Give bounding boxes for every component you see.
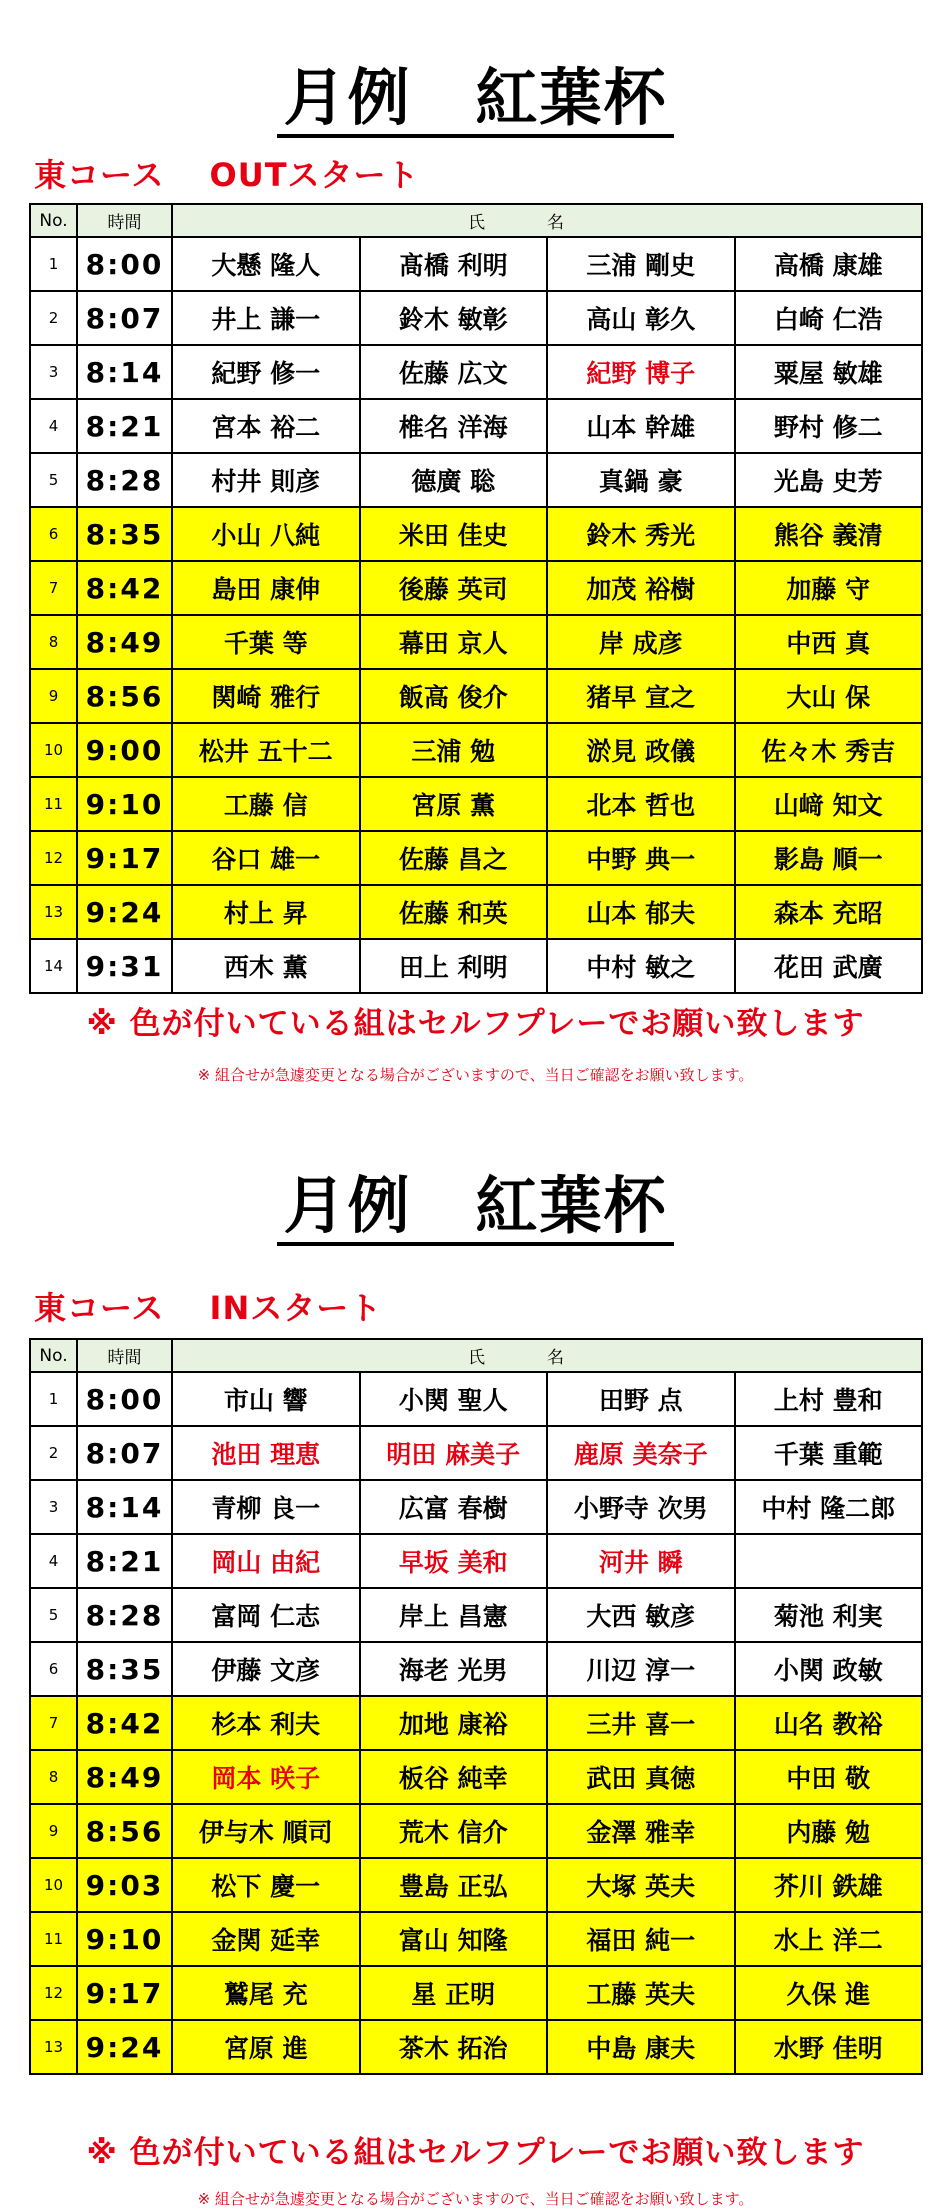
player-name: 紀野 修一 <box>172 345 360 399</box>
header-time: 時間 <box>77 204 172 237</box>
player-name: 川辺 淳一 <box>547 1642 735 1696</box>
player-name: 山本 郁夫 <box>547 885 735 939</box>
player-name: 後藤 英司 <box>360 561 548 615</box>
player-name: 伊藤 文彦 <box>172 1642 360 1696</box>
table-row <box>30 2020 922 2074</box>
tee-time: 8:49 <box>77 1750 172 1804</box>
player-name: 三浦 剛史 <box>547 237 735 291</box>
player-name: 内藤 勉 <box>735 1804 923 1858</box>
player-name: 千葉 重範 <box>735 1426 923 1480</box>
player-name: 村上 昇 <box>172 885 360 939</box>
change-notice: ※ 組合せが急遽変更となる場合がございますので、当日ご確認をお願い致します。 <box>197 2190 754 2208</box>
player-name: 西木 薫 <box>172 939 360 993</box>
player-name: 金関 延幸 <box>172 1912 360 1966</box>
table-row <box>30 1426 922 1480</box>
player-name: 鈴木 敏彰 <box>360 291 548 345</box>
group-number: 5 <box>30 453 77 507</box>
tee-time: 8:21 <box>77 1534 172 1588</box>
table-row <box>30 1588 922 1642</box>
table-body <box>30 1372 922 2074</box>
group-number: 3 <box>30 1480 77 1534</box>
player-name: 田上 利明 <box>360 939 548 993</box>
player-name: 武田 真徳 <box>547 1750 735 1804</box>
player-name: 茶木 拓治 <box>360 2020 548 2074</box>
tee-time: 8:21 <box>77 399 172 453</box>
player-name: 久保 進 <box>735 1966 923 2020</box>
player-name: 花田 武廣 <box>735 939 923 993</box>
player-name: 広富 春樹 <box>360 1480 548 1534</box>
player-name: 猪早 宣之 <box>547 669 735 723</box>
header-name: 氏名 <box>172 204 922 237</box>
tee-time: 8:07 <box>77 291 172 345</box>
table-row <box>30 1480 922 1534</box>
player-name: 髙橋 利明 <box>360 237 548 291</box>
tee-time: 8:35 <box>77 507 172 561</box>
player-name: 岡本 咲子 <box>172 1750 360 1804</box>
player-name: 豊島 正弘 <box>360 1858 548 1912</box>
player-name: 椎名 洋海 <box>360 399 548 453</box>
group-number: 7 <box>30 561 77 615</box>
tee-time: 8:42 <box>77 561 172 615</box>
player-name: 影島 順一 <box>735 831 923 885</box>
player-name: 福田 純一 <box>547 1912 735 1966</box>
player-name: 高山 彰久 <box>547 291 735 345</box>
player-name: 加藤 守 <box>735 561 923 615</box>
title-text: 月例 紅葉杯 <box>277 1169 673 1246</box>
player-name: 工藤 英夫 <box>547 1966 735 2020</box>
player-name: 水上 洋二 <box>735 1912 923 1966</box>
player-name: 高橋 康雄 <box>735 237 923 291</box>
group-number: 11 <box>30 1912 77 1966</box>
tee-time: 9:24 <box>77 2020 172 2074</box>
tee-time: 8:42 <box>77 1696 172 1750</box>
player-name: 熊谷 義清 <box>735 507 923 561</box>
player-name: 淤見 政儀 <box>547 723 735 777</box>
tee-time: 9:17 <box>77 1966 172 2020</box>
player-name: 鹿原 美奈子 <box>547 1426 735 1480</box>
header-name: 氏名 <box>172 1339 922 1372</box>
tee-time: 9:10 <box>77 777 172 831</box>
self-play-note: ※ 色が付いている組はセルフプレーでお願い致します <box>86 1006 865 1042</box>
table-row <box>30 1804 922 1858</box>
player-name: 中西 真 <box>735 615 923 669</box>
group-number: 5 <box>30 1588 77 1642</box>
player-name: 中田 敬 <box>735 1750 923 1804</box>
player-name: 岸 成彦 <box>547 615 735 669</box>
player-name: 真鍋 豪 <box>547 453 735 507</box>
tee-time: 9:03 <box>77 1858 172 1912</box>
player-name: 荒木 信介 <box>360 1804 548 1858</box>
player-name: 加地 康裕 <box>360 1696 548 1750</box>
player-name: 富山 知隆 <box>360 1912 548 1966</box>
player-name: 伊与木 順司 <box>172 1804 360 1858</box>
table-row <box>30 1534 922 1588</box>
group-number: 4 <box>30 399 77 453</box>
player-name: 杉本 利夫 <box>172 1696 360 1750</box>
player-name: 白崎 仁浩 <box>735 291 923 345</box>
group-number: 10 <box>30 1858 77 1912</box>
tee-time: 8:28 <box>77 1588 172 1642</box>
tee-time: 8:14 <box>77 1480 172 1534</box>
tee-time: 8:00 <box>77 1372 172 1426</box>
group-number: 3 <box>30 345 77 399</box>
group-number: 7 <box>30 1696 77 1750</box>
group-number: 4 <box>30 1534 77 1588</box>
player-name: 村井 則彦 <box>172 453 360 507</box>
course-subtitle: 東コース OUTスタート <box>34 156 420 194</box>
group-number: 1 <box>30 1372 77 1426</box>
player-name: 中野 典一 <box>547 831 735 885</box>
group-number: 11 <box>30 777 77 831</box>
tee-time: 9:10 <box>77 1912 172 1966</box>
player-name: 宮本 裕二 <box>172 399 360 453</box>
player-name: 鈴木 秀光 <box>547 507 735 561</box>
player-name: 海老 光男 <box>360 1642 548 1696</box>
player-name: 星 正明 <box>360 1966 548 2020</box>
player-name: 佐藤 昌之 <box>360 831 548 885</box>
player-name: 米田 佳史 <box>360 507 548 561</box>
group-number: 2 <box>30 1426 77 1480</box>
player-name: 紀野 博子 <box>547 345 735 399</box>
player-name: 芥川 鉄雄 <box>735 1858 923 1912</box>
player-name: 水野 佳明 <box>735 2020 923 2074</box>
group-number: 9 <box>30 669 77 723</box>
player-name: 千葉 等 <box>172 615 360 669</box>
table-row <box>30 1750 922 1804</box>
group-number: 1 <box>30 237 77 291</box>
player-name: 谷口 雄一 <box>172 831 360 885</box>
player-name: 幕田 京人 <box>360 615 548 669</box>
group-number: 9 <box>30 1804 77 1858</box>
tee-time: 8:56 <box>77 669 172 723</box>
group-number: 13 <box>30 885 77 939</box>
header-no: No. <box>30 1339 77 1372</box>
table-row <box>30 1858 922 1912</box>
player-name: 早坂 美和 <box>360 1534 548 1588</box>
group-number: 14 <box>30 939 77 993</box>
player-name: 島田 康伸 <box>172 561 360 615</box>
player-name: 佐藤 和英 <box>360 885 548 939</box>
player-name: 板谷 純幸 <box>360 1750 548 1804</box>
table-row <box>30 1696 922 1750</box>
player-name: 岸上 昌憲 <box>360 1588 548 1642</box>
player-name: 佐々木 秀吉 <box>735 723 923 777</box>
section-title <box>0 1166 951 1246</box>
tee-time: 9:00 <box>77 723 172 777</box>
player-name: 工藤 信 <box>172 777 360 831</box>
group-number: 13 <box>30 2020 77 2074</box>
player-name: 北本 哲也 <box>547 777 735 831</box>
group-number: 2 <box>30 291 77 345</box>
table-row <box>30 1642 922 1696</box>
tee-time: 9:31 <box>77 939 172 993</box>
start-time-table <box>29 1338 923 2075</box>
player-name: 飯高 俊介 <box>360 669 548 723</box>
player-name: 市山 響 <box>172 1372 360 1426</box>
player-name: 山本 幹雄 <box>547 399 735 453</box>
player-name: 野村 修二 <box>735 399 923 453</box>
player-name: 松下 慶一 <box>172 1858 360 1912</box>
player-name: 富岡 仁志 <box>172 1588 360 1642</box>
tee-time: 8:28 <box>77 453 172 507</box>
player-name: 德廣 聡 <box>360 453 548 507</box>
title-text: 月例 紅葉杯 <box>277 61 673 138</box>
player-name: 粟屋 敏雄 <box>735 345 923 399</box>
player-name: 大山 保 <box>735 669 923 723</box>
group-number: 10 <box>30 723 77 777</box>
player-name: 上村 豊和 <box>735 1372 923 1426</box>
player-name <box>735 1534 923 1588</box>
player-name: 金澤 雅幸 <box>547 1804 735 1858</box>
group-number: 12 <box>30 1966 77 2020</box>
change-notice: ※ 組合せが急遽変更となる場合がございますので、当日ご確認をお願い致します。 <box>197 1066 754 1084</box>
player-name: 池田 理恵 <box>172 1426 360 1480</box>
player-name: 小関 聖人 <box>360 1372 548 1426</box>
player-name: 佐藤 広文 <box>360 345 548 399</box>
player-name: 中村 敏之 <box>547 939 735 993</box>
player-name: 関崎 雅行 <box>172 669 360 723</box>
group-number: 12 <box>30 831 77 885</box>
player-name: 加茂 裕樹 <box>547 561 735 615</box>
player-name: 三浦 勉 <box>360 723 548 777</box>
player-name: 小野寺 次男 <box>547 1480 735 1534</box>
tee-time: 8:00 <box>77 237 172 291</box>
player-name: 森本 充昭 <box>735 885 923 939</box>
player-name: 河井 瞬 <box>547 1534 735 1588</box>
tee-time: 9:24 <box>77 885 172 939</box>
tee-time: 8:35 <box>77 1642 172 1696</box>
player-name: 井上 謙一 <box>172 291 360 345</box>
player-name: 大塚 英夫 <box>547 1858 735 1912</box>
table-row <box>30 1912 922 1966</box>
player-name: 松井 五十二 <box>172 723 360 777</box>
tee-time: 8:49 <box>77 615 172 669</box>
player-name: 山名 教裕 <box>735 1696 923 1750</box>
tee-time: 8:56 <box>77 1804 172 1858</box>
player-name: 大西 敏彦 <box>547 1588 735 1642</box>
player-name: 岡山 由紀 <box>172 1534 360 1588</box>
course-subtitle: 東コース INスタート <box>34 1289 383 1327</box>
player-name: 大懸 隆人 <box>172 237 360 291</box>
tee-time: 9:17 <box>77 831 172 885</box>
group-number: 6 <box>30 507 77 561</box>
table-header-row <box>30 1339 922 1372</box>
player-name: 宮原 進 <box>172 2020 360 2074</box>
player-name: 中島 康夫 <box>547 2020 735 2074</box>
player-name: 宮原 薫 <box>360 777 548 831</box>
player-name: 明田 麻美子 <box>360 1426 548 1480</box>
player-name: 中村 隆二郎 <box>735 1480 923 1534</box>
player-name: 小関 政敏 <box>735 1642 923 1696</box>
player-name: 田野 点 <box>547 1372 735 1426</box>
table-row <box>30 1966 922 2020</box>
player-name: 山﨑 知文 <box>735 777 923 831</box>
group-number: 8 <box>30 1750 77 1804</box>
table-row <box>30 1372 922 1426</box>
player-name: 三井 喜一 <box>547 1696 735 1750</box>
group-number: 8 <box>30 615 77 669</box>
player-name: 青柳 良一 <box>172 1480 360 1534</box>
header-no: No. <box>30 204 77 237</box>
player-name: 鷲尾 充 <box>172 1966 360 2020</box>
tee-time: 8:14 <box>77 345 172 399</box>
header-time: 時間 <box>77 1339 172 1372</box>
player-name: 小山 八純 <box>172 507 360 561</box>
player-name: 菊池 利実 <box>735 1588 923 1642</box>
player-name: 光島 史芳 <box>735 453 923 507</box>
group-number: 6 <box>30 1642 77 1696</box>
tee-time: 8:07 <box>77 1426 172 1480</box>
self-play-note: ※ 色が付いている組はセルフプレーでお願い致します <box>86 2135 865 2171</box>
